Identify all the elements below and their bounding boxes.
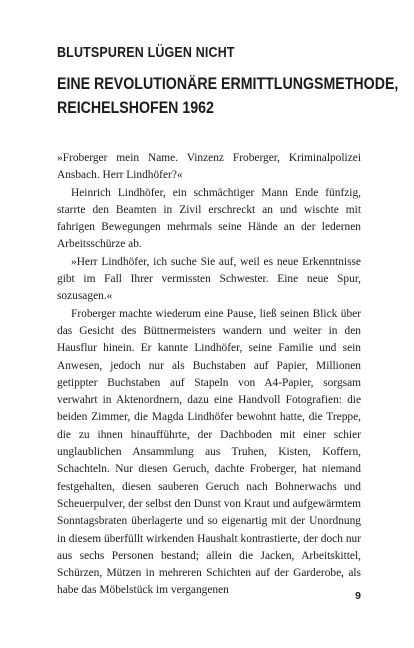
chapter-title-line-1: EINE REVOLUTIONÄRE ERMITTLUNGSMETHODE,: [57, 75, 399, 93]
chapter-kicker: BLUTSPUREN LÜGEN NICHT: [57, 45, 235, 61]
paragraph-1: »Froberger mein Name. Vinzenz Froberger, Kriminalpolizei Ansbach. Herr Lindhöfer?«: [57, 152, 361, 182]
paragraph-3: »Herr Lindhöfer, ich suche Sie auf, weil es neue Erkenntnisse gibt im Fall Ihrer vermissten Schwester. Eine neue Spur, sozusagen.«: [57, 255, 361, 303]
body-text: [57, 150, 361, 600]
paragraph-2: Heinrich Lindhöfer, ein schmächtiger Mann Ende fünfzig, starrte den Beamten in Zivil erschreckt an und wischte mit fahrigen Bewegungen mehrmals seine Hände an der ledernen Arbeitsschürze ab.: [57, 186, 361, 251]
paragraph-4: Froberger machte wiederum eine Pause, ließ seinen Blick über das Gesicht des Büttnermeisters wandern und weiter in den Hausflur hinein. Er kannte Lindhöfer, seine Familie und sein Anwesen, jedoch nur als Buchstaben auf Papier, Millionen getippter Buchstaben auf Stapeln von A4-Papier, sorgsam verwahrt in Aktenordnern, dazu eine Handvoll Fotografien: die beiden Zimmer, die Magda Lindhöfer bewohnt hatte, die Treppe, die zu ihnen hinaufführte, der Dachboden mit einer schier unglaublichen Ansammlung aus Truhen, Kisten, Koffern, Schachteln. Nur diesen Geruch, dachte Froberger, hat niemand festgehalten, diesen sauberen Geruch nach Bohnerwachs und Scheuerpulver, der selbst den Dunst von Kraut und aufgewärmtem Sonntagsbraten überlagerte und so eigenartig mit der Unordnung in diesem überfüllt wirkenden Haushalt kontrastierte, der doch nur aus sechs Personen bestand; allein die Jacken, Arbeitskittel, Schürzen, Mützen in mehreren Schichten auf der Garderobe, als habe das Möbelstück im vergangenen: [57, 307, 361, 597]
page-number: 9: [355, 590, 361, 602]
chapter-title-line-2: REICHELSHOFEN 1962: [57, 99, 214, 117]
chapter-title: [57, 72, 399, 120]
